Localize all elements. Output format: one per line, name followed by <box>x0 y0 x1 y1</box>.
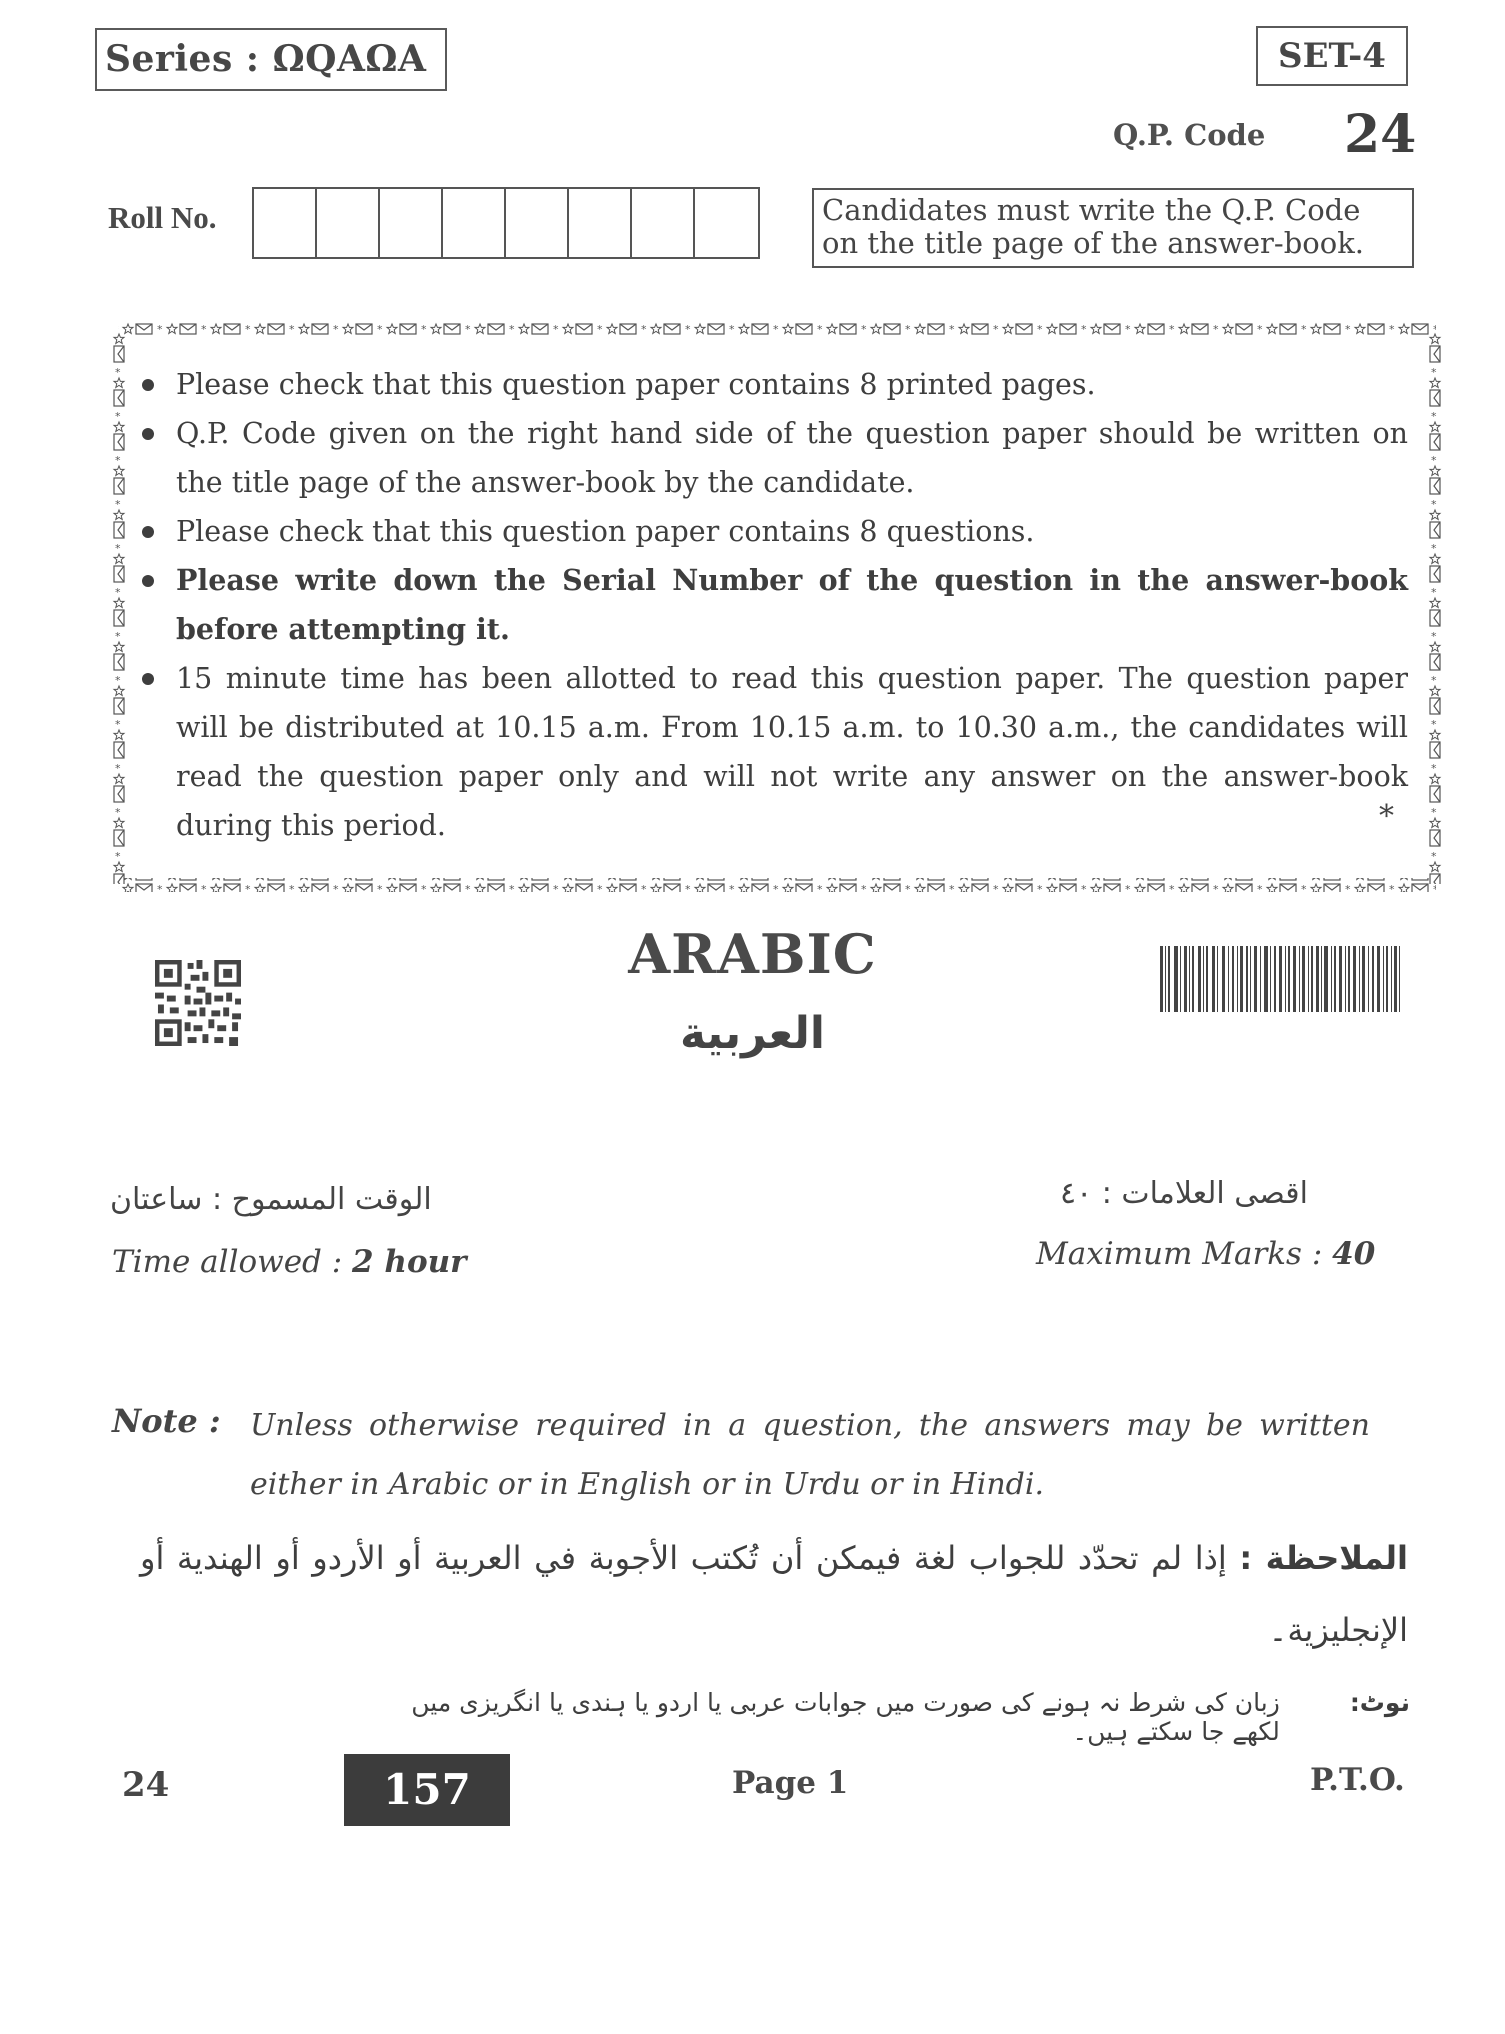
maximum-marks-label: Maximum Marks : <box>1036 1236 1323 1272</box>
instruction-item: 15 minute time has been allotted to read this question paper. The question paper will be distributed at 10.15 a.m. From 10.15 a.m. to 10.30 a.m., the candidates will read the question paper only and will not write any answer on the answer-book during this period. <box>140 654 1408 850</box>
roll-no-boxes <box>252 187 760 259</box>
roll-no-cell[interactable] <box>443 189 506 257</box>
decorative-border-icon: * <box>112 322 1442 892</box>
note-arabic-label: الملاحظة : <box>1239 1539 1409 1577</box>
instruction-item: Please write down the Serial Number of the question in the answer-book before attempting it. <box>140 556 1408 654</box>
end-mark: * <box>1379 799 1394 834</box>
subject-title-arabic: العربية <box>680 1008 825 1059</box>
roll-no-cell[interactable] <box>317 189 380 257</box>
maximum-marks-arabic: اقصى العلامات : ٤٠ <box>1060 1176 1308 1211</box>
roll-no-cell[interactable] <box>506 189 569 257</box>
note-arabic-text: إذا لم تحدّد للجواب لغة فيمكن أن تُكتب الأجوبة في العربية أو الأردو أو الهندية أو الإنجليزية۔ <box>140 1539 1408 1649</box>
please-turn-over: P.T.O. <box>1310 1762 1405 1798</box>
time-allowed-arabic: الوقت المسموح : ساعتان <box>110 1182 432 1217</box>
note-label: Note : <box>112 1402 221 1440</box>
time-allowed-value: 2 hour <box>352 1244 467 1280</box>
note-text: Unless otherwise required in a question, the answers may be written either in Arabic or in English or in Urdu or in Hindi. <box>250 1408 1370 1502</box>
roll-no-label: Roll No. <box>108 200 217 235</box>
roll-no-cell[interactable] <box>695 189 758 257</box>
note-urdu <box>400 1688 1410 1746</box>
time-allowed <box>112 1244 467 1280</box>
roll-no-cell[interactable] <box>569 189 632 257</box>
maximum-marks <box>1036 1236 1375 1272</box>
note-arabic <box>140 1522 1408 1666</box>
footer-qp-code: 24 <box>122 1765 170 1805</box>
qp-code-label: Q.P. Code <box>1113 118 1266 152</box>
instruction-item: Q.P. Code given on the right hand side of the question paper should be written on the title page of the answer-book by the candidate. <box>140 409 1408 507</box>
roll-no-cell[interactable] <box>254 189 317 257</box>
instructions-box <box>108 316 1442 892</box>
maximum-marks-value: 40 <box>1332 1236 1376 1272</box>
roll-no-cell[interactable] <box>380 189 443 257</box>
qp-code-value: 24 <box>1344 104 1417 165</box>
footer-number-box: 157 <box>344 1754 510 1826</box>
note-urdu-label: نوٹ: <box>1349 1688 1410 1717</box>
page-number: Page 1 <box>732 1765 849 1801</box>
series-label: Series : ΩQAΩA <box>95 28 447 91</box>
note-urdu-text: زبان کی شرط نہ ہونے کی صورت میں جوابات عربی یا اردو یا ہندی یا انگریزی میں لکھے جا سکتے ہیں۔ <box>411 1688 1280 1746</box>
subject-title: ARABIC <box>628 922 877 986</box>
instruction-item: Please check that this question paper contains 8 questions. <box>140 507 1408 556</box>
barcode-icon <box>1160 946 1400 1012</box>
candidates-notice: Candidates must write the Q.P. Code on the title page of the answer-book. <box>812 188 1414 268</box>
set-label: SET-4 <box>1256 26 1408 86</box>
instruction-item: Please check that this question paper contains 8 printed pages. <box>140 360 1408 409</box>
time-allowed-label: Time allowed : <box>112 1244 343 1280</box>
instructions-list <box>140 360 1408 850</box>
roll-no-cell[interactable] <box>632 189 695 257</box>
